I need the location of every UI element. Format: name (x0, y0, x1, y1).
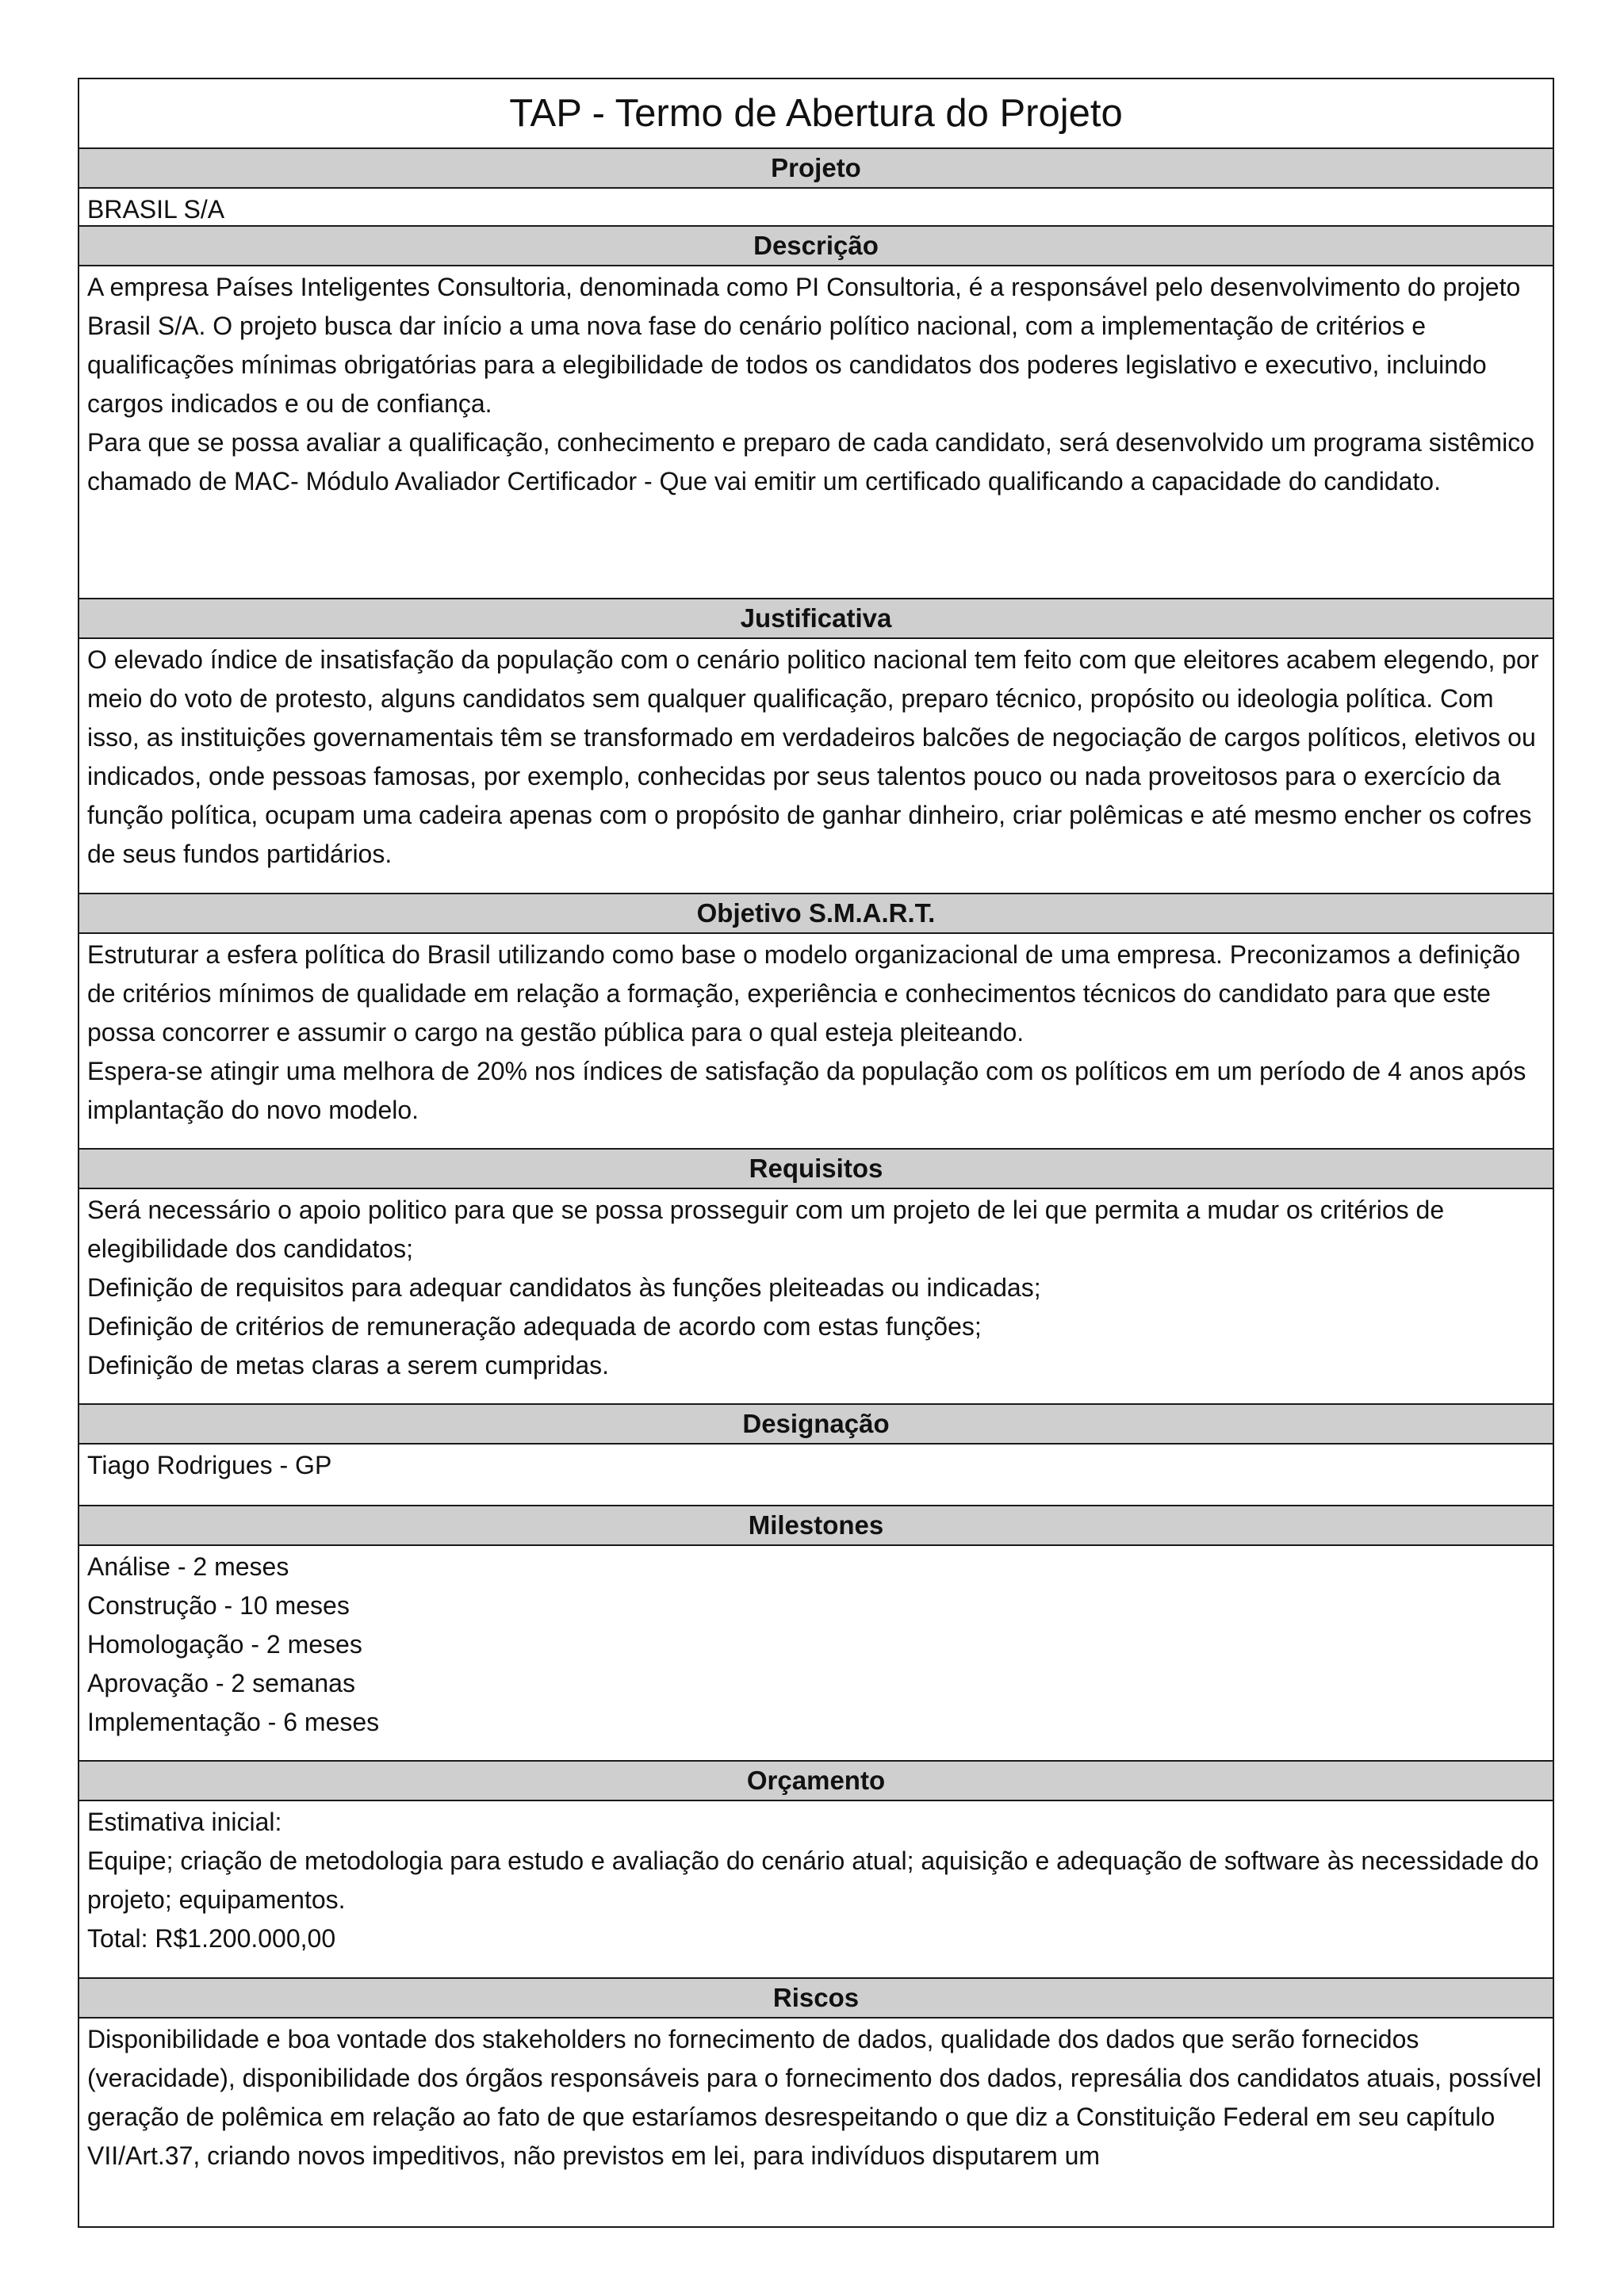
objetivo-paragraph: Estruturar a esfera política do Brasil utilizando como base o modelo organizacional de uma empresa. Preconizamos a definição de critérios mínimos de qualidade em relação a formação, experiência e conhecimentos técnicos do candidato para que este possa concorrer e assumir o cargo na gestão pública para o qual esteja pleiteando. (87, 940, 1521, 1047)
section-header-designacao: Designação (79, 1405, 1553, 1445)
section-header-orcamento: Orçamento (79, 1762, 1553, 1801)
milestone-item: Aprovação - 2 semanas (87, 1669, 355, 1697)
section-body-orcamento (79, 1801, 1553, 1979)
requisito-item: Definição de requisitos para adequar candidatos às funções pleiteadas ou indicadas; (87, 1273, 1041, 1302)
justificativa-paragraph: O elevado índice de insatisfação da população com o cenário politico nacional tem feito com que eleitores acabem elegendo, por meio do voto de protesto, alguns candidatos sem qualquer qualificação, preparo técnico, propósito ou ideologia política. Com isso, as instituições governamentais têm se transformado em verdadeiros balcões de negociação de cargos políticos, eletivos ou indicados, onde pessoas famosas, por exemplo, conhecidas por seus talentos pouco ou nada proveitosos para o exercício da função política, ocupam uma cadeira apenas com o propósito de ganhar dinheiro, criar polêmicas e até mesmo encher os cofres de seus fundos partidários. (87, 645, 1539, 868)
projeto-text: BRASIL S/A (87, 195, 225, 224)
document-title: TAP - Termo de Abertura do Projeto (79, 79, 1553, 149)
section-body-projeto (79, 189, 1553, 227)
section-body-designacao (79, 1445, 1553, 1506)
section-header-descricao: Descrição (79, 227, 1553, 266)
objetivo-paragraph: Espera-se atingir uma melhora de 20% nos índices de satisfação da população com os políticos em um período de 4 anos após implantação do novo modelo. (87, 1057, 1526, 1124)
orcamento-line: Equipe; criação de metodologia para estudo e avaliação do cenário atual; aquisição e adequação de software às necessidade do projeto; equipamentos. (87, 1846, 1539, 1914)
section-header-riscos: Riscos (79, 1979, 1553, 2019)
section-body-milestones (79, 1546, 1553, 1762)
milestone-item: Implementação - 6 meses (87, 1708, 380, 1736)
section-header-projeto: Projeto (79, 149, 1553, 189)
section-body-descricao (79, 266, 1553, 599)
section-header-requisitos: Requisitos (79, 1150, 1553, 1189)
orcamento-line: Estimativa inicial: (87, 1808, 282, 1836)
section-header-justificativa: Justificativa (79, 599, 1553, 639)
milestone-item: Construção - 10 meses (87, 1591, 350, 1620)
section-body-requisitos (79, 1189, 1553, 1405)
designacao-text: Tiago Rodrigues - GP (87, 1451, 332, 1479)
section-body-objetivo (79, 934, 1553, 1150)
milestone-item: Homologação - 2 meses (87, 1630, 362, 1659)
requisito-item: Definição de critérios de remuneração adequada de acordo com estas funções; (87, 1312, 982, 1341)
section-body-riscos (79, 2019, 1553, 2228)
section-header-objetivo: Objetivo S.M.A.R.T. (79, 894, 1553, 934)
tap-document (78, 78, 1554, 2228)
descricao-paragraph: Para que se possa avaliar a qualificação, conhecimento e preparo de cada candidato, será desenvolvido um programa sistêmico chamado de MAC- Módulo Avaliador Certificador - Que vai emitir um certificado qualificando a capacidade do candidato. (87, 428, 1535, 496)
section-header-milestones: Milestones (79, 1506, 1553, 1546)
descricao-paragraph: A empresa Países Inteligentes Consultoria, denominada como PI Consultoria, é a responsável pelo desenvolvimento do projeto Brasil S/A. O projeto busca dar início a uma nova fase do cenário político nacional, com a implementação de critérios e qualificações mínimas obrigatórias para a elegibilidade de todos os candidatos dos poderes legislativo e executivo, incluindo cargos indicados e ou de confiança. (87, 273, 1521, 418)
section-body-justificativa (79, 639, 1553, 894)
requisito-item: Será necessário o apoio politico para que se possa prosseguir com um projeto de lei que permita a mudar os critérios de elegibilidade dos candidatos; (87, 1196, 1445, 1263)
requisito-item: Definição de metas claras a serem cumpridas. (87, 1351, 610, 1380)
riscos-paragraph: Disponibilidade e boa vontade dos stakeholders no fornecimento de dados, qualidade dos dados que serão fornecidos (veracidade), disponibilidade dos órgãos responsáveis para o fornecimento dos dados, represália dos candidatos atuais, possível geração de polêmica em relação ao fato de que estaríamos desrespeitando o que diz a Constituição Federal em seu capítulo VII/Art.37, criando novos impeditivos, não previstos em lei, para indivíduos disputarem um (87, 2025, 1542, 2170)
milestone-item: Análise - 2 meses (87, 1552, 289, 1581)
orcamento-total: Total: R$1.200.000,00 (87, 1924, 336, 1953)
